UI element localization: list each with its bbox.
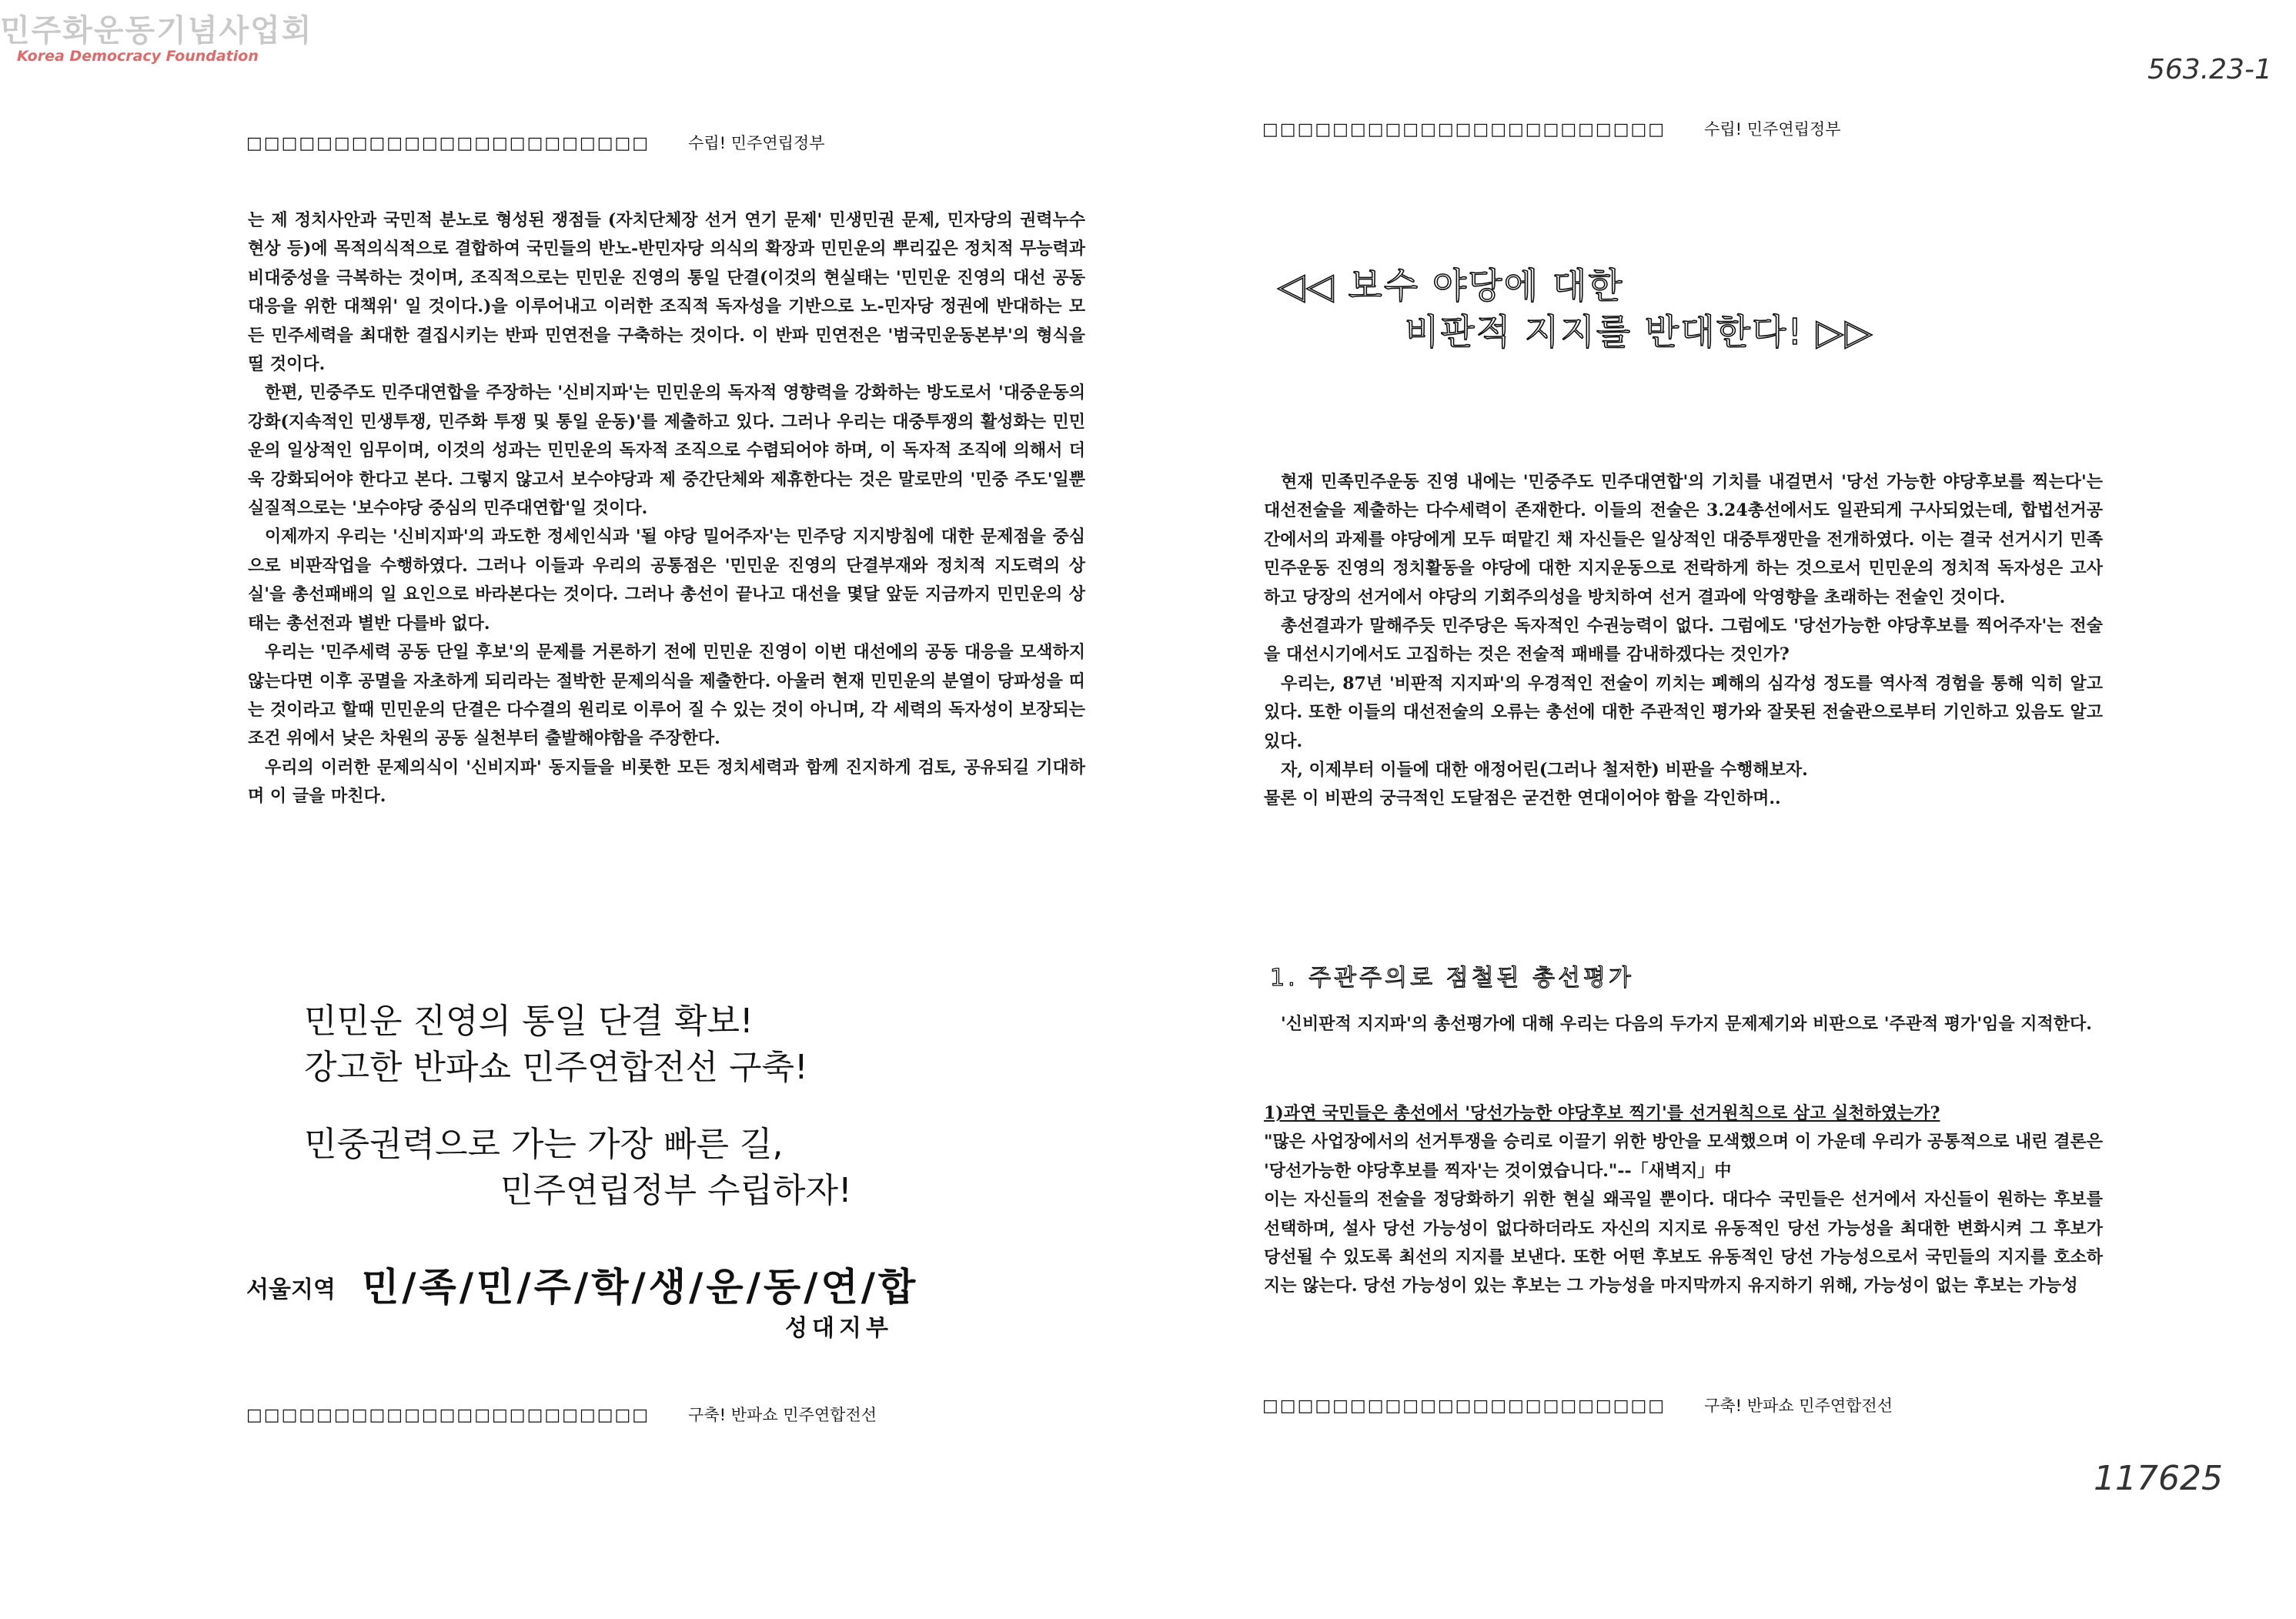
- right-paragraph: 우리는, 87년 '비판적 지지파'의 우경적인 전술이 끼치는 폐해의 심각성 정도를 역사적 경험을 통해 익히 알고 있다. 또한 이들의 대선전술의 오류는 총선에 대한 주관적인 평가와 잘못된 전술관으로부터 기인하고 있음도 알고있다.: [1264, 673, 2103, 751]
- right-paragraph: 현재 민족민주운동 진영 내에는 '민중주도 민주대연합'의 기치를 내걸면서 '당선 가능한 야당후보를 찍는다'는 대선전술을 제출하는 다수세력이 존재한다. 이들의 전술은 3.24총선에서도 일관되게 구사되었는데, 합법선거공간에서의 과제를 야당에게 모두 떠맡긴 채 자신들은 일상적인 대중투쟁만을 전개하였다. 이는 결국 선거시기 민족민주운동 진영의 정치활동을 야당에 대한 지지운동으로 전락하게 하는 것으로서 민민운의 정치적 독자성은 고사하고 당장의 선거에서 야당의 기회주의성을 방치하여 선거 결과에 악영향을 초래하는 전술인 것이다.: [1264, 472, 2103, 607]
- slogan-line: 강고한 반파쇼 민주연합전선 구축!: [304, 1048, 808, 1087]
- left-paragraph: 이제까지 우리는 '신비지파'의 과도한 정세인식과 '될 야당 밀어주자'는 민주당 지지방침에 대한 문제점을 중심으로 비판작업을 수행하였다. 그러나 이들과 우리의 공통점은 '민민운 진영의 단결부재와 정치적 지도력의 상실'을 총선패배의 일 요인으로 바라본다는 것이다. 그러나 총선이 끝나고 대선을 몇달 앞둔 지금까지 민민운의 상태는 총선전과 별반 다를바 없다.: [248, 527, 1085, 634]
- section-heading: 1. 주관주의로 점철된 총선평가: [1270, 965, 1634, 992]
- section-paragraph: "많은 사업장에서의 선거투쟁을 승리로 이끌기 위한 방안을 모색했으며 이 가운데 우리가 공통적으로 내린 결론은 '당선가능한 야당후보를 찍자'는 것이였습니다."--「새벽지」中: [1264, 1132, 2103, 1181]
- section-intro: '신비판적 지지파'의 총선평가에 대해 우리는 다음의 두가지 문제제기와 비판으로 '주관적 평가'임을 지적한다.: [1281, 1014, 2092, 1034]
- archive-number-bottom: 117625: [2094, 1459, 2223, 1498]
- right-paragraph: 총선결과가 말해주듯 민주당은 독자적인 수권능력이 없다. 그럼에도 '당선가능한 야당후보를 찍어주자'는 전술을 대선시기에서도 고집하는 것은 전술적 패배를 감내하겠다는 것인가?: [1264, 616, 2103, 665]
- section-intro-block: [1264, 1010, 2103, 1039]
- signature-branch: 성대지부: [785, 1315, 893, 1342]
- left-paragraph: 한편, 민중주도 민주대연합을 주장하는 '신비지파'는 민민운의 독자적 영향력을 강화하는 방도로서 '대중운동의 강화(지속적인 민생투쟁, 민주화 투쟁 및 통일 운동)'를 제출하고 있다. 그러나 우리는 대중투쟁의 활성화는 민민운의 일상적인 임무이며, 이것의 성과는 민민운의 독자적 조직으로 수렴되어야 하며, 이 독자적 조직에 의해서 더욱 강화되어야 한다고 본다. 그렇지 않고서 보수야당과 제 중간단체와 제휴한다는 것은 말로만의 '민중 주도'일뿐 실질적으로는 '보수야당 중심의 민주대연합'일 것이다.: [248, 383, 1085, 519]
- watermark-title: 민주화운동기념사업회: [0, 13, 313, 49]
- right-paragraph: 자, 이제부터 이들에 대한 애정어린(그러나 철저한) 비판을 수행해보자.: [1281, 760, 1808, 781]
- header-box-decoration: □□□□□□□□□□□□□□□□□□□□□□□: [246, 134, 650, 153]
- signature-organization: 민/족/민/주/학/생/운/동/연/합: [362, 1265, 919, 1310]
- slogan-line: 민민운 진영의 통일 단결 확보!: [304, 1002, 754, 1041]
- section-body: [1264, 1099, 2103, 1301]
- header-box-decoration: □□□□□□□□□□□□□□□□□□□□□□□: [1262, 120, 1666, 139]
- footer-box-decoration: □□□□□□□□□□□□□□□□□□□□□□□: [246, 1406, 650, 1425]
- left-body: [248, 206, 1085, 811]
- footer-box-decoration: □□□□□□□□□□□□□□□□□□□□□□□: [1262, 1397, 1666, 1416]
- right-title-line1: ◁◁ 보수 야당에 대한: [1278, 265, 1624, 306]
- left-header-text: 수립! 민주연립정부: [688, 134, 825, 152]
- left-paragraph: 는 제 정치사안과 국민적 분노로 형성된 쟁점들 (자치단체장 선거 연기 문제' 민생민권 문제, 민자당의 권력누수 현상 등)에 목적의식적으로 결합하여 국민들의 반노-반민자당 의식의 확장과 민민운의 뿌리깊은 정치적 무능력과 비대중성을 극복하는 것이며, 조직적으로는 민민운 진영의 통일 단결(이것의 현실태는 '민민운 진영의 대선 공동 대응을 위한 대책위' 일 것이다.)을 이루어내고 이러한 조직적 독자성을 기반으로 노-민자당 정권에 반대하는 모든 민주세력을 최대한 결집시키는 반파 민연전을 구축하는 것이다. 이 반파 민연전은 '범국민운동본부'의 형식을 띨 것이다.: [248, 210, 1085, 375]
- left-paragraph: 우리의 이러한 문제의식이 '신비지파' 동지들을 비롯한 모든 정치세력과 함께 진지하게 검토, 공유되길 기대하며 이 글을 마친다.: [248, 757, 1085, 807]
- right-header-text: 수립! 민주연립정부: [1704, 120, 1841, 139]
- slogan-line: 민중권력으로 가는 가장 빠른 길,: [304, 1125, 784, 1164]
- left-header: [246, 131, 824, 154]
- right-intro: [1264, 468, 2103, 814]
- right-title-line2: 비판적 지지를 반대한다! ▷▷: [1405, 311, 1874, 353]
- left-paragraph: 우리는 '민주세력 공동 단일 후보'의 문제를 거론하기 전에 민민운 진영이 이번 대선에의 공동 대응을 모색하지 않는다면 이후 공멸을 자초하게 되리라는 절박한 문제의식을 제출한다. 아울러 현재 민민운의 분열이 당파성을 띠는 것이라고 할때 민민운의 단결은 다수결의 원리로 이루어 질 수 있는 것이 아니며, 각 세력의 독자성이 보장되는 조건 위에서 낮은 차원의 공동 실천부터 출발해야함을 주장한다.: [248, 642, 1085, 749]
- watermark-subtitle: Korea Democracy Foundation: [17, 48, 259, 65]
- slogan-line: 민주연립정부 수립하자!: [500, 1171, 852, 1210]
- right-header: [1262, 117, 1840, 140]
- left-footer-text: 구축! 반파쇼 민주연합전선: [688, 1406, 877, 1424]
- left-footer: [246, 1403, 877, 1426]
- signature-region: 서울지역: [246, 1276, 336, 1303]
- section-subquestion: 1)과연 국민들은 총선에서 '당선가능한 야당후보 찍기'를 선거원칙으로 삼고 실천하였는가?: [1264, 1103, 1940, 1123]
- section-paragraph: 이는 자신들의 전술을 정당화하기 위한 현실 왜곡일 뿐이다. 대다수 국민들은 선거에서 자신들이 원하는 후보를 선택하며, 설사 당선 가능성이 없다하더라도 자신의 지지로 유동적인 당선 가능성을 최대한 변화시켜 그 후보가 당선될 수 있도록 최선의 지지를 보낸다. 또한 어떤 후보도 유동적인 당선 가능성으로서 국민들의 지지를 호소하지는 않는다. 당선 가능성이 있는 후보는 그 가능성을 마지막까지 유지하기 위해, 가능성이 없는 후보는 가능성: [1264, 1189, 2103, 1296]
- right-footer-text: 구축! 반파쇼 민주연합전선: [1704, 1397, 1893, 1415]
- archive-number-top: 563.23-1: [2147, 54, 2272, 85]
- right-footer: [1262, 1393, 1893, 1417]
- right-paragraph: 물론 이 비판의 궁극적인 도달점은 굳건한 연대이어야 함을 각인하며..: [1264, 788, 1781, 809]
